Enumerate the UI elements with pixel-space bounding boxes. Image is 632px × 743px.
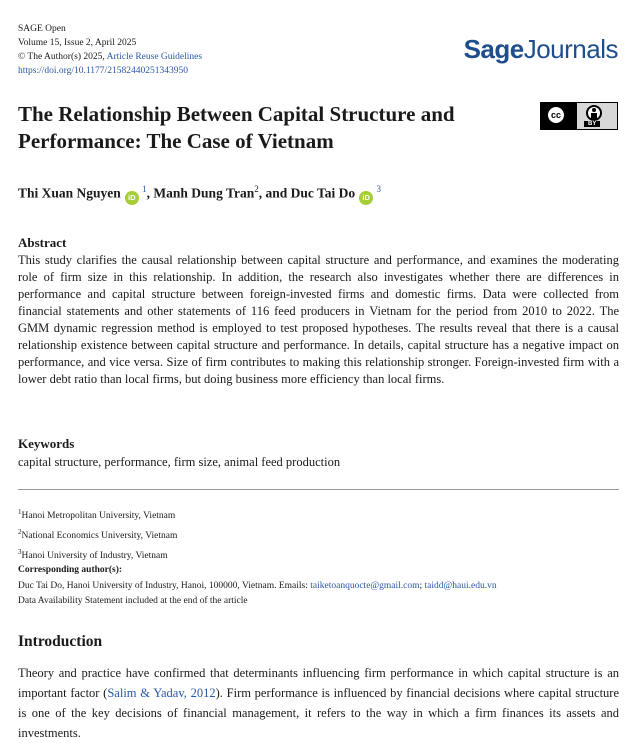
corresponding-heading: Corresponding author(s):: [18, 565, 123, 575]
affiliations: [18, 504, 177, 564]
citation-link[interactable]: Salim & Yadav, 2012: [107, 686, 216, 700]
article-title: The Relationship Between Capital Structure and Performance: The Case of Vietnam: [18, 102, 455, 153]
intro-text-part: Theory and practice have confirmed that determinants influencing firm performance in which capital structure is an important factor (: [18, 666, 619, 700]
doi-link[interactable]: https://doi.org/10.1177/21582440251343950: [18, 66, 188, 76]
intro-text-part: ). Firm performance is influenced by financial decisions where capital structure is one of the key decisions of financial management, it refers to the way in which a firm finances its assets and investments.: [18, 686, 619, 740]
corresponding-text: Duc Tai Do, Hanoi University of Industry, Hanoi, 100000, Vietnam. Emails:: [18, 581, 308, 591]
logo-journals: Journals: [523, 34, 618, 64]
section-divider: [18, 489, 619, 490]
copyright-text: © The Author(s) 2025,: [18, 52, 105, 62]
copyright-line: [18, 50, 202, 64]
author-3[interactable]: , and Duc Tai Do: [258, 185, 356, 201]
author-2-affil: 2: [254, 184, 259, 194]
attribution-body: [591, 113, 597, 119]
affiliation-item: $^3$Hanoi University of Industry, Vietnam: [18, 548, 168, 562]
data-availability: Data Availability Statement included at the end of the article: [18, 596, 248, 606]
cc-icon: cc: [546, 105, 566, 125]
keywords-text: capital structure, performance, firm size, animal feed production: [18, 455, 341, 469]
author-1-affil[interactable]: 1: [142, 184, 147, 194]
author-2[interactable]: , Manh Dung Tran: [146, 185, 255, 201]
orcid-icon[interactable]: iD: [125, 191, 139, 205]
volume-issue: Volume 15, Issue 2, April 2025: [18, 38, 137, 48]
introduction-text: [18, 663, 619, 743]
email-link-2[interactable]: taidd@haui.edu.vn: [424, 581, 497, 591]
orcid-icon[interactable]: iD: [359, 191, 373, 205]
corresponding-author: [18, 579, 497, 609]
introduction-heading: Introduction: [18, 633, 103, 650]
keywords-heading: Keywords: [18, 436, 75, 451]
affiliation-item: $^1$Hanoi Metropolitan University, Vietnam: [18, 508, 176, 522]
attribution-head: [592, 108, 596, 112]
email-link-1[interactable]: taiketoanquocte@gmail.com: [310, 581, 420, 591]
abstract-heading: Abstract: [18, 235, 67, 250]
author-1[interactable]: Thi Xuan Nguyen: [18, 185, 121, 201]
abstract-text: This study clarifies the causal relationship between capital structure and performance, and examines the moderating role of firm size in this relationship. In addition, the research also investigates whether there are differences in performance and capital structure between foreign-invested firms and domestic firms. Data were collected from financial statements and other statements of 116 feed producers in Vietnam for the period from 2010 to 2022. The GMM dynamic regression method is employed to test proposed hypotheses. The results reveal that there is a causal relationship existence between capital structure and performance. In details, capital structure has a negative impact on performance, and vice versa. Size of firm contributes to making this relationship stronger. Foreign-invested firm with a lower debt ratio than local firms, but doing business more efficiency than local firms.: [18, 253, 619, 386]
reuse-guidelines-link[interactable]: Article Reuse Guidelines: [106, 52, 203, 62]
author-list: [18, 184, 381, 205]
logo-sage: Sage: [463, 34, 524, 64]
by-label: BY: [584, 121, 600, 127]
sage-journals-logo[interactable]: [464, 34, 618, 65]
email-separator: ;: [419, 581, 423, 591]
journal-name: SAGE Open: [18, 24, 66, 34]
affiliation-item: $^2$National Economics University, Vietnam: [18, 528, 178, 542]
cc-by-license-badge[interactable]: [540, 102, 618, 130]
author-3-affil[interactable]: 3: [376, 184, 382, 194]
article-meta: [18, 22, 202, 78]
